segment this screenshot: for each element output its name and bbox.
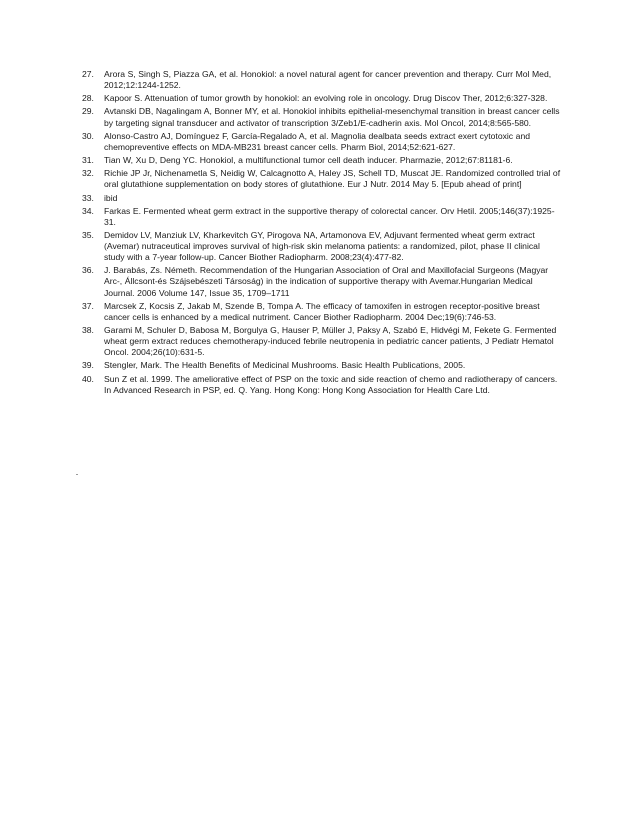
reference-number: 36. [82, 265, 94, 276]
reference-text: Demidov LV, Manziuk LV, Kharkevitch GY, Pirogova NA, Artamonova EV, Adjuvant fermented wheat germ extract (Avemar) nutraceutical improves survival of high-risk skin melanoma patients: a randomized, pilot, phase II clinical study with a 7-year follow-up. Cancer Biother Radiopharm. 2008;23(4):477-82. [104, 229, 540, 263]
reference-number: 37. [82, 300, 94, 311]
stray-mark [76, 474, 78, 475]
reference-number: 33. [82, 192, 94, 203]
reference-item [82, 374, 562, 396]
reference-text: Avtanski DB, Nagalingam A, Bonner MY, et al. Honokiol inhibits epithelial-mesenchymal transition in breast cancer cells by targeting signal transducer and activator of transcription 3/Zeb1/E-cadherin axis. Mol Oncol, 2014;8:565-580. [104, 106, 560, 128]
reference-item [82, 301, 562, 323]
reference-text: Marcsek Z, Kocsis Z, Jakab M, Szende B, Tompa A. The efficacy of tamoxifen in estrogen receptor-positive breast cancer cells is enhanced by a medical nutriment. Cancer Biother Radiopharm. 2004 Dec;19(6):746-53. [104, 300, 540, 322]
reference-number: 29. [82, 106, 94, 117]
reference-item [82, 265, 562, 298]
reference-item [82, 360, 562, 371]
reference-text: Richie JP Jr, Nichenametla S, Neidig W, Calcagnotto A, Haley JS, Schell TD, Muscat JE. Randomized controlled trial of oral glutathione supplementation on body stores of glutathione. Eur J Nutr. 2014 May 5. [Epub ahead of print] [104, 168, 561, 190]
reference-text: Kapoor S. Attenuation of tumor growth by honokiol: an evolving role in oncology. Drug Discov Ther, 2012;6:327-328. [104, 93, 548, 104]
reference-number: 28. [82, 93, 94, 104]
reference-text: Tian W, Xu D, Deng YC. Honokiol, a multifunctional tumor cell death inducer. Pharmazie, 2012;67:81181-6. [104, 155, 513, 166]
reference-text: Arora S, Singh S, Piazza GA, et al. Honokiol: a novel natural agent for cancer prevention and therapy. Curr Mol Med, 2012;12:1244-1252. [104, 69, 552, 91]
reference-list [82, 69, 562, 398]
reference-text: J. Barabás, Zs. Németh. Recommendation of the Hungarian Association of Oral and Maxillofacial Surgeons (Magyar Arc-, Állcsont-és Szájsebészeti Társoság) in the indication of supportive therapy with Avemar.Hungarian Medical Journal. 2006 Volume 147, Issue 35, 1709–1711 [104, 265, 549, 298]
reference-text: Farkas E. Fermented wheat germ extract in the supportive therapy of colorectal cancer. Orv Hetil. 2005;146(37):1925-31. [104, 205, 555, 227]
reference-number: 31. [82, 155, 94, 166]
reference-number: 32. [82, 168, 94, 179]
reference-item [82, 206, 562, 228]
reference-item [82, 168, 562, 190]
reference-item [82, 93, 562, 104]
reference-item [82, 131, 562, 153]
reference-number: 40. [82, 373, 94, 384]
reference-text: Stengler, Mark. The Health Benefits of Medicinal Mushrooms. Basic Health Publications, 2005. [104, 360, 466, 371]
reference-item [82, 230, 562, 263]
reference-number: 38. [82, 325, 94, 335]
reference-number: 34. [82, 205, 94, 216]
reference-item [82, 106, 562, 128]
reference-text: ibid [104, 192, 118, 203]
reference-text: Sun Z et al. 1999. The ameliorative effect of PSP on the toxic and side reaction of chemo and radiotherapy of cancers. In Advanced Research in PSP, ed. Q. Yang. Hong Kong: Hong Kong Association for Health Care Ltd. [104, 373, 558, 395]
reference-number: 30. [82, 130, 94, 141]
reference-number: 35. [82, 229, 94, 240]
reference-item [82, 69, 562, 91]
reference-number: 39. [82, 360, 94, 371]
reference-number: 27. [82, 69, 94, 79]
reference-item [82, 325, 562, 358]
reference-text: Alonso-Castro AJ, Domínguez F, García-Regalado A, et al. Magnolia dealbata seeds extract exert cytotoxic and chemopreventive effects on MDA-MB231 breast cancer cells. Pharm Biol, 2014;52:621-627. [104, 130, 531, 152]
reference-item [82, 193, 562, 204]
reference-item [82, 155, 562, 166]
reference-text: Garami M, Schuler D, Babosa M, Borgulya G, Hauser P, Müller J, Paksy A, Szabó E, Hidvégi M, Fekete G. Fermented wheat germ extract reduces chemotherapy-induced febrile neutropenia in pediatric cancer patients, J Pediatr Hematol Oncol. 2004;26(10):631-5. [104, 325, 557, 358]
